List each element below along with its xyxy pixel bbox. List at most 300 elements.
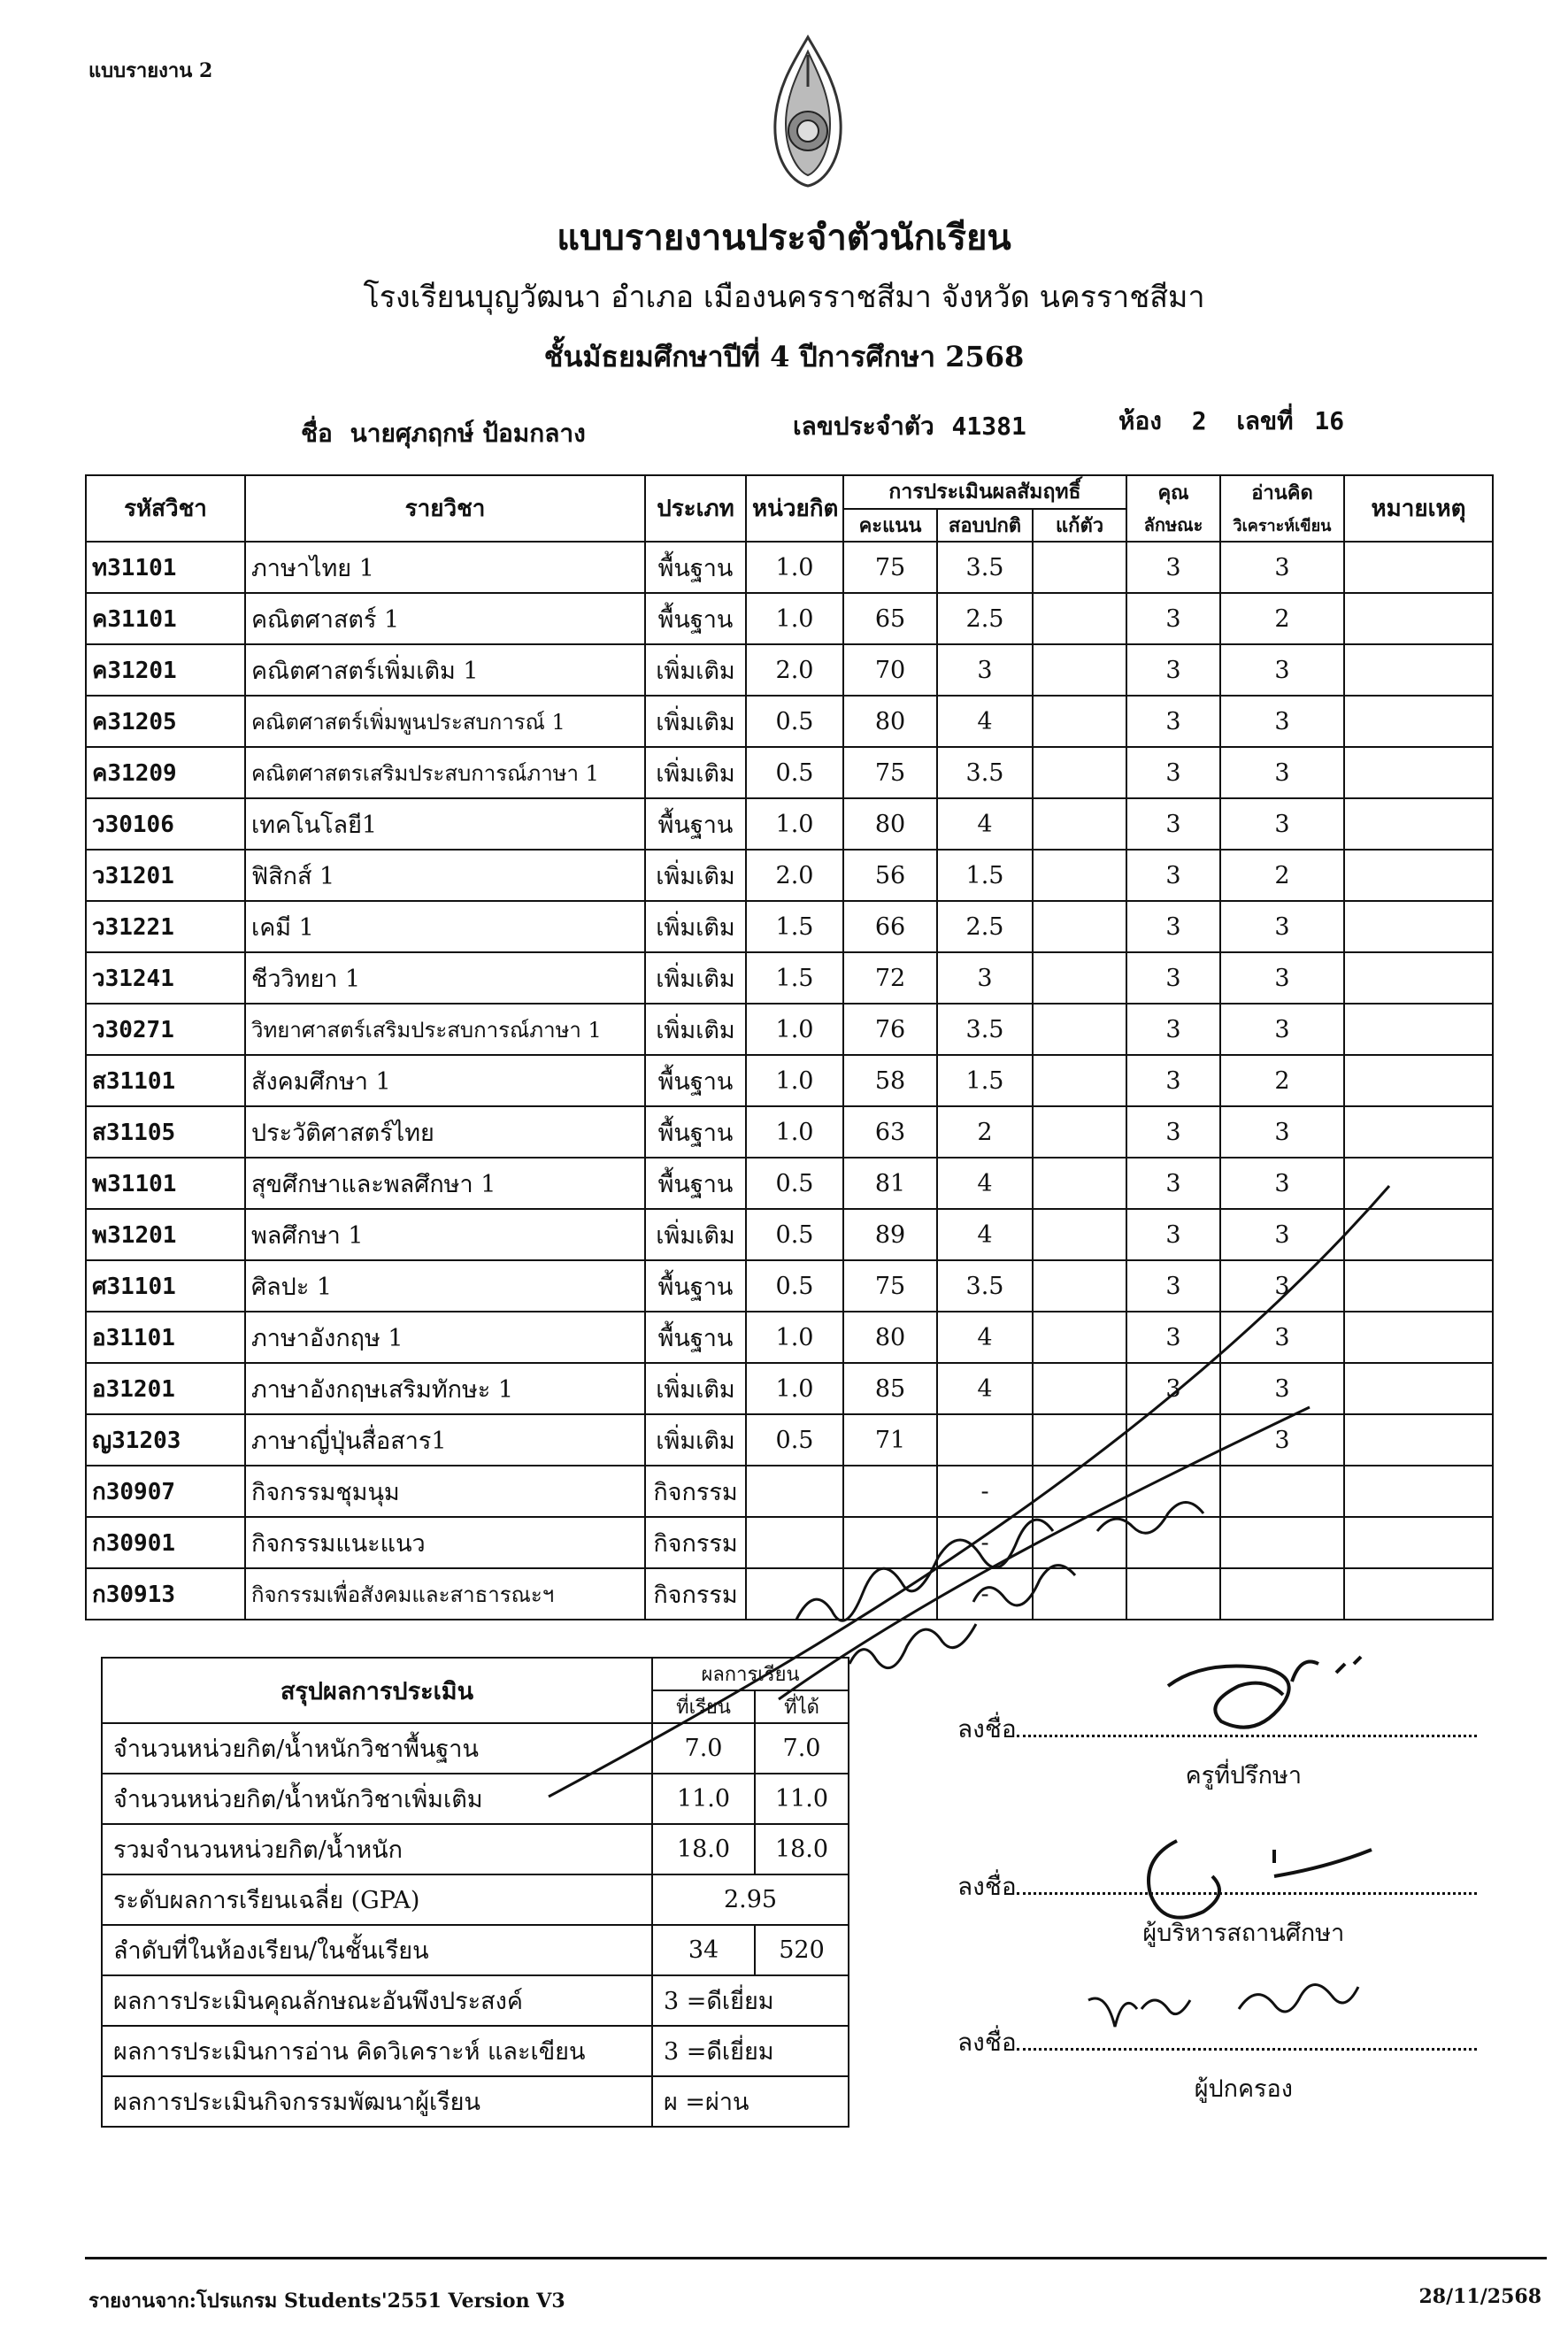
row-credit: 2.0 xyxy=(746,644,843,696)
read-eval-value: 3 =ดีเยี่ยม xyxy=(652,2026,849,2076)
row-credit: 2.0 xyxy=(746,850,843,901)
row-subject: ภาษาไทย 1 xyxy=(245,542,645,593)
row-grade: 4 xyxy=(937,1209,1033,1260)
row-read: 3 xyxy=(1220,1209,1344,1260)
header-assessment: การประเมินผลสัมฤทธิ์ xyxy=(843,475,1126,509)
activity-eval-value: ผ =ผ่าน xyxy=(652,2076,849,2127)
number-value: 16 xyxy=(1314,406,1345,435)
summary-row-enrolled: 7.0 xyxy=(652,1723,755,1774)
grade-line: ชั้นมัธยมศึกษาปีที่ 4 ปีการศึกษา 2568 xyxy=(543,340,1025,373)
row-retake xyxy=(1033,1568,1126,1620)
row-credit: 1.0 xyxy=(746,1363,843,1414)
row-read: 2 xyxy=(1220,593,1344,644)
row-score: 66 xyxy=(843,901,937,952)
row-subject: วิทยาศาสตร์เสริมประสบการณ์ภาษา 1 xyxy=(245,1004,645,1055)
row-credit: 0.5 xyxy=(746,747,843,798)
row-score: 89 xyxy=(843,1209,937,1260)
row-credit: 1.0 xyxy=(746,1106,843,1158)
summary-col-earned: ที่ได้ xyxy=(755,1690,849,1723)
row-note xyxy=(1344,1312,1493,1363)
row-subject: เทคโนโลยี1 xyxy=(245,798,645,850)
header-char-bottom: ลักษณะ xyxy=(1126,509,1220,542)
row-subject: ภาษาอังกฤษ 1 xyxy=(245,1312,645,1363)
row-retake xyxy=(1033,542,1126,593)
row-subject: ประวัติศาสตร์ไทย xyxy=(245,1106,645,1158)
row-retake xyxy=(1033,593,1126,644)
row-credit: 1.0 xyxy=(746,593,843,644)
row-subject: สังคมศึกษา 1 xyxy=(245,1055,645,1106)
row-grade: 2 xyxy=(937,1106,1033,1158)
director-signature-block xyxy=(957,1867,1477,1951)
signature-line xyxy=(1017,2025,1477,2051)
row-note xyxy=(1344,1568,1493,1620)
row-read: 3 xyxy=(1220,1312,1344,1363)
name-label: ชื่อ xyxy=(301,419,333,448)
row-subject: ภาษาอังกฤษเสริมทักษะ 1 xyxy=(245,1363,645,1414)
row-grade: 4 xyxy=(937,1158,1033,1209)
row-char: 3 xyxy=(1126,1004,1220,1055)
row-score: 81 xyxy=(843,1158,937,1209)
row-grade: 3.5 xyxy=(937,747,1033,798)
row-char: 3 xyxy=(1126,1055,1220,1106)
row-subject: ชีววิทยา 1 xyxy=(245,952,645,1004)
table-row xyxy=(86,1363,1493,1414)
row-grade: 3.5 xyxy=(937,542,1033,593)
row-code: ค31209 xyxy=(86,747,245,798)
row-read xyxy=(1220,1517,1344,1568)
row-retake xyxy=(1033,1517,1126,1568)
rank-grade: 520 xyxy=(755,1925,849,1975)
row-char xyxy=(1126,1414,1220,1466)
row-read: 2 xyxy=(1220,1055,1344,1106)
summary-col-enrolled: ที่เรียน xyxy=(652,1690,755,1723)
row-type: เพิ่มเติม xyxy=(645,747,746,798)
row-score: 80 xyxy=(843,696,937,747)
activity-eval-label: ผลการประเมินกิจกรรมพัฒนาผู้เรียน xyxy=(102,2076,652,2127)
rank-room: 34 xyxy=(652,1925,755,1975)
header-type: ประเภท xyxy=(645,475,746,542)
header-score: คะแนน xyxy=(843,509,937,542)
table-row xyxy=(86,1414,1493,1466)
row-grade: 4 xyxy=(937,1363,1033,1414)
row-char: 3 xyxy=(1126,952,1220,1004)
row-score: 63 xyxy=(843,1106,937,1158)
row-char: 3 xyxy=(1126,1106,1220,1158)
row-note xyxy=(1344,1106,1493,1158)
row-score: 80 xyxy=(843,798,937,850)
row-retake xyxy=(1033,696,1126,747)
row-score xyxy=(843,1568,937,1620)
student-name-row xyxy=(301,414,586,453)
row-char: 3 xyxy=(1126,901,1220,952)
row-code: ค31101 xyxy=(86,593,245,644)
summary-row-label: รวมจำนวนหน่วยกิต/น้ำหนัก xyxy=(102,1824,652,1874)
table-row xyxy=(86,593,1493,644)
row-score xyxy=(843,1466,937,1517)
row-read xyxy=(1220,1568,1344,1620)
row-credit xyxy=(746,1568,843,1620)
row-credit: 1.5 xyxy=(746,952,843,1004)
advisor-role: ครูที่ปรึกษา xyxy=(1185,1762,1302,1790)
row-code: อ31101 xyxy=(86,1312,245,1363)
header-retake: แก้ตัว xyxy=(1033,509,1126,542)
table-row xyxy=(86,542,1493,593)
row-grade: 3.5 xyxy=(937,1004,1033,1055)
header-read-bottom: วิเคราะห์เขียน xyxy=(1220,509,1344,542)
row-note xyxy=(1344,747,1493,798)
header-subject: รายวิชา xyxy=(245,475,645,542)
row-grade: 4 xyxy=(937,1312,1033,1363)
row-subject: สุขศึกษาและพลศึกษา 1 xyxy=(245,1158,645,1209)
row-score: 65 xyxy=(843,593,937,644)
row-read: 3 xyxy=(1220,644,1344,696)
row-grade: 3 xyxy=(937,952,1033,1004)
row-credit: 1.0 xyxy=(746,1004,843,1055)
row-credit: 0.5 xyxy=(746,1260,843,1312)
row-char xyxy=(1126,1568,1220,1620)
row-credit: 1.0 xyxy=(746,798,843,850)
table-row xyxy=(86,747,1493,798)
row-retake xyxy=(1033,1312,1126,1363)
row-char: 3 xyxy=(1126,542,1220,593)
row-subject: ศิลปะ 1 xyxy=(245,1260,645,1312)
footer-divider xyxy=(85,2257,1547,2259)
school-emblem xyxy=(759,34,857,189)
row-grade: 2.5 xyxy=(937,901,1033,952)
row-note xyxy=(1344,593,1493,644)
row-subject: คณิตศาสตร์ 1 xyxy=(245,593,645,644)
row-read: 3 xyxy=(1220,1363,1344,1414)
row-type: เพิ่มเติม xyxy=(645,644,746,696)
table-row xyxy=(86,1466,1493,1517)
row-note xyxy=(1344,1517,1493,1568)
row-retake xyxy=(1033,1158,1126,1209)
row-note xyxy=(1344,1055,1493,1106)
row-note xyxy=(1344,696,1493,747)
row-subject: ภาษาญี่ปุ่นสื่อสาร1 xyxy=(245,1414,645,1466)
row-subject: คณิตศาสตร์เพิ่มพูนประสบการณ์ 1 xyxy=(245,696,645,747)
footer-date: 28/11/2568 xyxy=(1418,2285,1541,2308)
row-credit: 1.0 xyxy=(746,542,843,593)
student-id-row xyxy=(793,407,1026,446)
row-read: 3 xyxy=(1220,952,1344,1004)
signature-line xyxy=(1017,1869,1477,1895)
table-row xyxy=(86,696,1493,747)
sign-label: ลงชื่อ xyxy=(957,2028,1017,2057)
student-id: 41381 xyxy=(951,412,1026,441)
char-eval-label: ผลการประเมินคุณลักษณะอันพึงประสงค์ xyxy=(102,1975,652,2026)
row-score: 75 xyxy=(843,542,937,593)
row-score: 75 xyxy=(843,1260,937,1312)
row-char: 3 xyxy=(1126,1158,1220,1209)
row-read xyxy=(1220,1466,1344,1517)
row-score: 58 xyxy=(843,1055,937,1106)
summary-row-earned: 18.0 xyxy=(755,1824,849,1874)
row-grade: - xyxy=(937,1517,1033,1568)
row-code: ว30271 xyxy=(86,1004,245,1055)
header-char-top: คุณ xyxy=(1126,475,1220,509)
row-note xyxy=(1344,1414,1493,1466)
row-score: 56 xyxy=(843,850,937,901)
row-note xyxy=(1344,901,1493,952)
table-row xyxy=(86,1004,1493,1055)
row-score: 75 xyxy=(843,747,937,798)
row-char: 3 xyxy=(1126,1312,1220,1363)
row-code: ก30907 xyxy=(86,1466,245,1517)
row-char: 3 xyxy=(1126,850,1220,901)
row-type: เพิ่มเติม xyxy=(645,1363,746,1414)
row-char: 3 xyxy=(1126,747,1220,798)
row-code: ก30913 xyxy=(86,1568,245,1620)
row-code: ส31101 xyxy=(86,1055,245,1106)
header-code: รหัสวิชา xyxy=(86,475,245,542)
row-read: 3 xyxy=(1220,1106,1344,1158)
row-read: 3 xyxy=(1220,696,1344,747)
row-grade: 2.5 xyxy=(937,593,1033,644)
row-retake xyxy=(1033,1055,1126,1106)
row-type: พื้นฐาน xyxy=(645,1158,746,1209)
row-char: 3 xyxy=(1126,1260,1220,1312)
director-role: ผู้บริหารสถานศึกษา xyxy=(1142,1920,1345,1947)
row-retake xyxy=(1033,1363,1126,1414)
row-type: เพิ่มเติม xyxy=(645,1004,746,1055)
row-credit: 1.5 xyxy=(746,901,843,952)
row-retake xyxy=(1033,901,1126,952)
header-grade: สอบปกติ xyxy=(937,509,1033,542)
row-char xyxy=(1126,1517,1220,1568)
summary-row-label: จำนวนหน่วยกิต/น้ำหนักวิชาพื้นฐาน xyxy=(102,1723,652,1774)
row-code: ว31241 xyxy=(86,952,245,1004)
row-code: พ31101 xyxy=(86,1158,245,1209)
row-retake xyxy=(1033,1260,1126,1312)
read-eval-label: ผลการประเมินการอ่าน คิดวิเคราะห์ และเขียน xyxy=(102,2026,652,2076)
sign-label: ลงชื่อ xyxy=(957,1872,1017,1901)
row-credit: 0.5 xyxy=(746,1209,843,1260)
row-score xyxy=(843,1517,937,1568)
table-row xyxy=(86,1568,1493,1620)
row-read: 3 xyxy=(1220,1260,1344,1312)
footer-source: รายงานจาก:โปรแกรม Students'2551 Version V3 xyxy=(88,2290,565,2313)
gpa-label: ระดับผลการเรียนเฉลี่ย (GPA) xyxy=(102,1874,652,1925)
row-note xyxy=(1344,644,1493,696)
table-row xyxy=(86,644,1493,696)
row-note xyxy=(1344,1466,1493,1517)
row-grade: - xyxy=(937,1568,1033,1620)
summary-row-enrolled: 11.0 xyxy=(652,1774,755,1824)
row-type: พื้นฐาน xyxy=(645,1055,746,1106)
row-read: 3 xyxy=(1220,798,1344,850)
summary-row-earned: 11.0 xyxy=(755,1774,849,1824)
row-grade: 3 xyxy=(937,644,1033,696)
row-credit: 1.0 xyxy=(746,1055,843,1106)
row-code: ก30901 xyxy=(86,1517,245,1568)
form-code: แบบรายงาน 2 xyxy=(88,59,213,82)
id-label: เลขประจำตัว xyxy=(793,412,934,441)
row-grade: 3.5 xyxy=(937,1260,1033,1312)
row-note xyxy=(1344,1260,1493,1312)
row-type: พื้นฐาน xyxy=(645,542,746,593)
table-row xyxy=(86,850,1493,901)
row-retake xyxy=(1033,952,1126,1004)
row-grade: - xyxy=(937,1466,1033,1517)
table-row xyxy=(86,1158,1493,1209)
table-row xyxy=(86,1209,1493,1260)
header-credit: หน่วยกิต xyxy=(746,475,843,542)
row-read: 3 xyxy=(1220,1158,1344,1209)
char-eval-value: 3 =ดีเยี่ยม xyxy=(652,1975,849,2026)
row-char: 3 xyxy=(1126,644,1220,696)
row-code: ส31105 xyxy=(86,1106,245,1158)
row-type: กิจกรรม xyxy=(645,1568,746,1620)
row-code: พ31201 xyxy=(86,1209,245,1260)
table-row xyxy=(86,1260,1493,1312)
row-retake xyxy=(1033,1106,1126,1158)
sign-label: ลงชื่อ xyxy=(957,1714,1017,1743)
advisor-signature-block xyxy=(957,1710,1477,1794)
row-type: พื้นฐาน xyxy=(645,1312,746,1363)
row-read: 3 xyxy=(1220,1414,1344,1466)
row-note xyxy=(1344,1158,1493,1209)
row-grade: 1.5 xyxy=(937,850,1033,901)
row-char: 3 xyxy=(1126,1209,1220,1260)
number-label: เลขที่ xyxy=(1236,406,1294,435)
row-read: 3 xyxy=(1220,747,1344,798)
row-char xyxy=(1126,1466,1220,1517)
row-note xyxy=(1344,1209,1493,1260)
header-note: หมายเหตุ xyxy=(1344,475,1493,542)
row-type: เพิ่มเติม xyxy=(645,1414,746,1466)
table-row xyxy=(86,1055,1493,1106)
row-credit xyxy=(746,1517,843,1568)
row-credit: 0.5 xyxy=(746,1158,843,1209)
row-char: 3 xyxy=(1126,798,1220,850)
row-grade: 4 xyxy=(937,798,1033,850)
row-grade: 1.5 xyxy=(937,1055,1033,1106)
row-code: อ31201 xyxy=(86,1363,245,1414)
table-row xyxy=(86,1517,1493,1568)
table-row xyxy=(86,1106,1493,1158)
summary-row-label: จำนวนหน่วยกิต/น้ำหนักวิชาเพิ่มเติม xyxy=(102,1774,652,1824)
report-title: แบบรายงานประจำตัวนักเรียน xyxy=(557,217,1011,258)
row-type: เพิ่มเติม xyxy=(645,696,746,747)
row-code: ค31205 xyxy=(86,696,245,747)
row-code: ศ31101 xyxy=(86,1260,245,1312)
rank-label: ลำดับที่ในห้องเรียน/ในชั้นเรียน xyxy=(102,1925,652,1975)
row-note xyxy=(1344,798,1493,850)
summary-table xyxy=(101,1657,849,2128)
table-row xyxy=(86,952,1493,1004)
row-subject: กิจกรรมเพื่อสังคมและสาธารณะฯ xyxy=(245,1568,645,1620)
row-code: ว31201 xyxy=(86,850,245,901)
room-value: 2 xyxy=(1191,406,1207,435)
row-type: พื้นฐาน xyxy=(645,593,746,644)
row-retake xyxy=(1033,850,1126,901)
row-score: 70 xyxy=(843,644,937,696)
row-retake xyxy=(1033,644,1126,696)
row-type: กิจกรรม xyxy=(645,1517,746,1568)
row-subject: พลศึกษา 1 xyxy=(245,1209,645,1260)
row-char: 3 xyxy=(1126,1363,1220,1414)
row-read: 3 xyxy=(1220,542,1344,593)
parent-signature-block xyxy=(957,2023,1477,2107)
row-subject: กิจกรรมชุมนุม xyxy=(245,1466,645,1517)
row-subject: ฟิสิกส์ 1 xyxy=(245,850,645,901)
header-read-top: อ่านคิด xyxy=(1220,475,1344,509)
school-line: โรงเรียนบุญวัฒนา อำเภอ เมืองนครราชสีมา จังหวัด นครราชสีมา xyxy=(363,280,1205,315)
row-char: 3 xyxy=(1126,696,1220,747)
row-retake xyxy=(1033,747,1126,798)
row-grade: 4 xyxy=(937,696,1033,747)
row-read: 3 xyxy=(1220,901,1344,952)
row-score: 71 xyxy=(843,1414,937,1466)
row-retake xyxy=(1033,1209,1126,1260)
row-retake xyxy=(1033,1004,1126,1055)
row-grade xyxy=(937,1414,1033,1466)
row-char: 3 xyxy=(1126,593,1220,644)
row-note xyxy=(1344,542,1493,593)
student-name: นายศุภฤกษ์ ป้อมกลาง xyxy=(350,419,586,448)
signature-line xyxy=(1017,1712,1477,1737)
row-retake xyxy=(1033,798,1126,850)
row-type: เพิ่มเติม xyxy=(645,850,746,901)
row-retake xyxy=(1033,1466,1126,1517)
row-score: 76 xyxy=(843,1004,937,1055)
row-credit xyxy=(746,1466,843,1517)
room-row xyxy=(1118,402,1344,441)
row-subject: เคมี 1 xyxy=(245,901,645,952)
row-read: 2 xyxy=(1220,850,1344,901)
row-score: 72 xyxy=(843,952,937,1004)
row-code: ว31221 xyxy=(86,901,245,952)
summary-title: สรุปผลการประเมิน xyxy=(102,1658,652,1723)
row-code: ญ31203 xyxy=(86,1414,245,1466)
row-note xyxy=(1344,850,1493,901)
summary-row-earned: 7.0 xyxy=(755,1723,849,1774)
row-note xyxy=(1344,952,1493,1004)
row-retake xyxy=(1033,1414,1126,1466)
row-note xyxy=(1344,1363,1493,1414)
row-credit: 0.5 xyxy=(746,1414,843,1466)
row-subject: กิจกรรมแนะแนว xyxy=(245,1517,645,1568)
gpa-value: 2.95 xyxy=(652,1874,849,1925)
grades-table xyxy=(85,474,1494,1620)
row-code: ว30106 xyxy=(86,798,245,850)
row-code: ค31201 xyxy=(86,644,245,696)
row-type: กิจกรรม xyxy=(645,1466,746,1517)
row-subject: คณิตศาสตร์เพิ่มเติม 1 xyxy=(245,644,645,696)
row-code: ท31101 xyxy=(86,542,245,593)
row-score: 80 xyxy=(843,1312,937,1363)
row-credit: 1.0 xyxy=(746,1312,843,1363)
row-type: เพิ่มเติม xyxy=(645,952,746,1004)
table-row xyxy=(86,1312,1493,1363)
table-row xyxy=(86,901,1493,952)
row-type: พื้นฐาน xyxy=(645,1106,746,1158)
table-row xyxy=(86,798,1493,850)
row-type: พื้นฐาน xyxy=(645,798,746,850)
row-subject: คณิตศาสตรเสริมประสบการณ์ภาษา 1 xyxy=(245,747,645,798)
row-type: เพิ่มเติม xyxy=(645,901,746,952)
summary-row-enrolled: 18.0 xyxy=(652,1824,755,1874)
row-read: 3 xyxy=(1220,1004,1344,1055)
row-type: พื้นฐาน xyxy=(645,1260,746,1312)
summary-result-header: ผลการเรียน xyxy=(652,1658,849,1690)
row-score: 85 xyxy=(843,1363,937,1414)
row-credit: 0.5 xyxy=(746,696,843,747)
room-label: ห้อง xyxy=(1118,406,1162,435)
parent-role: ผู้ปกครอง xyxy=(1194,2075,1293,2103)
row-note xyxy=(1344,1004,1493,1055)
